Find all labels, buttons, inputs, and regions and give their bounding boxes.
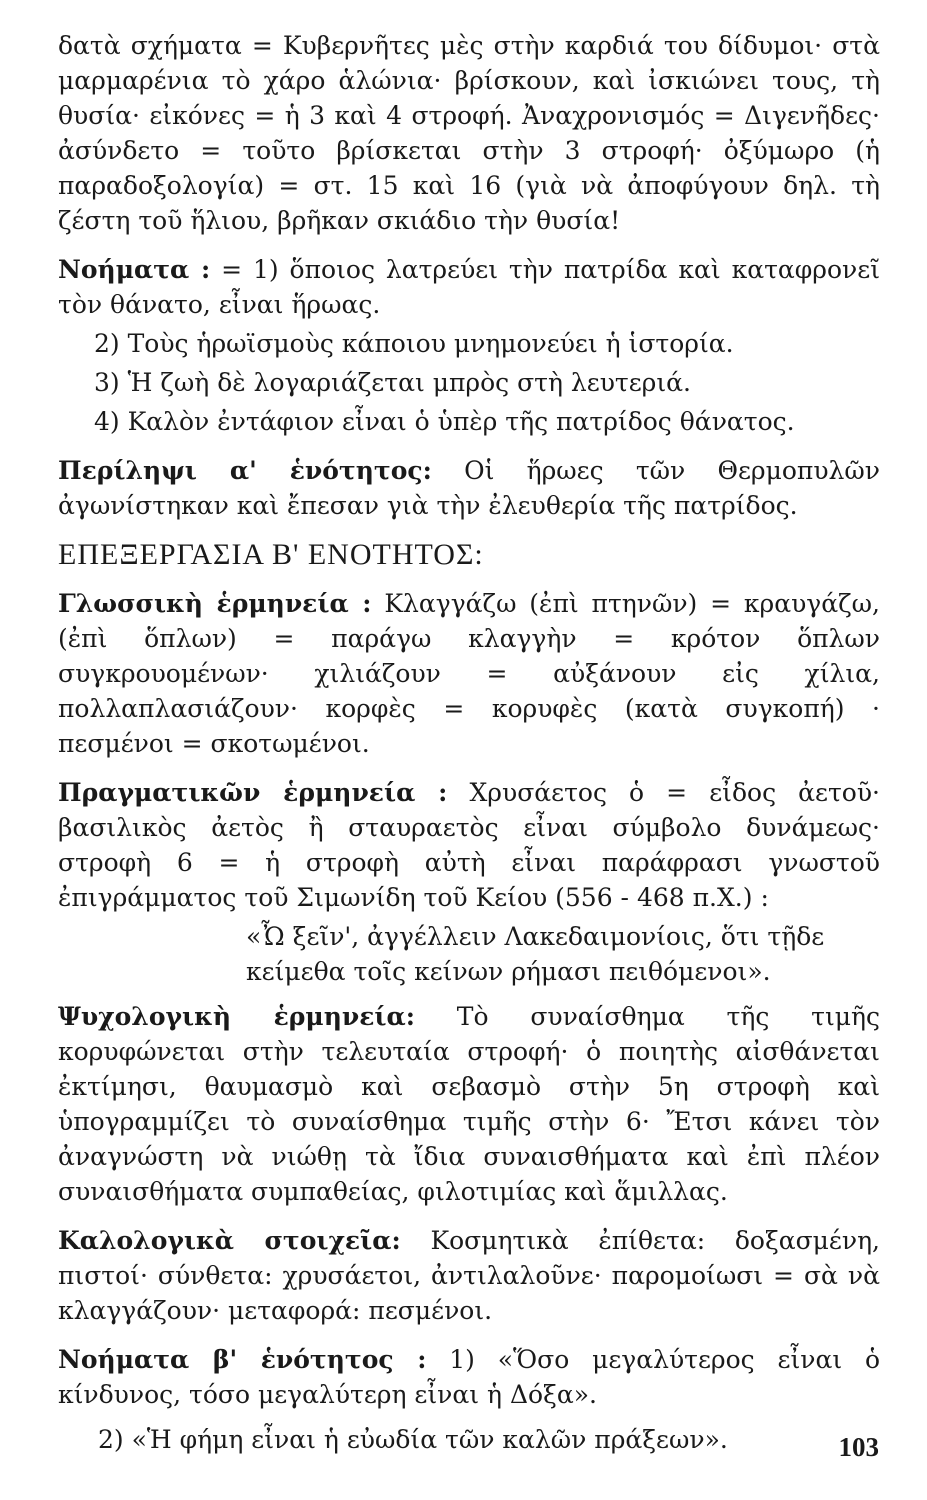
kalologika-text: Κοσμητικὰ ἐπίθετα: δοξασμένη, πιστοί· σύνθετα: χρυσάετοι, ἀντιλαλοῦνε· παρομοίωσι = σὰ νὰ κλαγγάζουν· μεταφορά: πεσμένοι. [58, 1226, 881, 1325]
noimata-a-item-3: 3) Ἡ ζωὴ δὲ λογαριάζεται μπρὸς στὴ λευτεριά. [94, 368, 691, 397]
noimata-b-section [58, 1342, 880, 1457]
noimata-a-section [58, 252, 880, 439]
noimata-a-item-4: 4) Καλὸν ἐντάφιον εἶναι ὁ ὑπὲρ τῆς πατρίδος θάνατος. [94, 407, 795, 436]
noimata-b-item-1: 1) «Ὅσο μεγαλύτερος εἶναι ὁ κίνδυνος, τόσο μεγαλύτερη εἶναι ἡ Δόξα». [58, 1345, 881, 1409]
psychologiki-label: Ψυχολογικὴ ἑρμηνεία: [58, 1002, 415, 1031]
glossiki-text: Κλαγγάζω (ἐπὶ πτηνῶν) = κραυγάζω, (ἐπὶ ὅπλων) = παράγω κλαγγὴν = κρότον ὅπλων συγκρουομένων· χιλιάζουν = αὐξάνουν εἰς χίλια, πολλαπλασιάζουν· κορφὲς = κορυφὲς (κατὰ συγκοπή) · πεσμένοι = σκοτωμένοι. [58, 589, 880, 758]
glossiki-paragraph [58, 586, 880, 761]
perilipsi-text: Οἱ ἥρωες τῶν Θερμοπυλῶν ἀγωνίστηκαν καὶ ἔπεσαν γιὰ τὴν ἐλευθερία τῆς πατρίδος. [58, 456, 880, 520]
noimata-a-first-line [58, 252, 880, 322]
noimata-b-first [58, 1342, 880, 1412]
perilipsi-label: Περίληψι α' ἑνότητος: [58, 456, 432, 485]
kalologika-paragraph [58, 1223, 880, 1328]
pragmatikon-label: Πραγματικῶν ἑρμηνεία : [58, 778, 448, 807]
noimata-a-item-2: 2) Τοὺς ἡρωϊσμοὺς κάποιου μνημονεύει ἡ ἱστορία. [94, 329, 734, 358]
glossiki-label: Γλωσσικὴ ἑρμηνεία : [58, 589, 372, 618]
kalologika-label: Καλολογικὰ στοιχεῖα: [58, 1226, 401, 1255]
noimata-b-label: Νοήματα β' ἑνότητος : [58, 1345, 427, 1374]
document-page [58, 28, 880, 1471]
noimata-a-item-1: = 1) ὅποιος λατρεύει τὴν πατρίδα καὶ καταφρονεῖ τὸν θάνατο, εἶναι ἥρωας. [58, 255, 880, 319]
epigram-quote [58, 919, 880, 989]
psychologiki-text: Τὸ συναίσθημα τῆς τιμῆς κορυφώνεται στὴν τελευταία στροφή· ὁ ποιητὴς αἰσθάνεται ἐκτίμησι, θαυμασμὸ καὶ σεβασμὸ στὴν 5η στροφὴ καὶ ὑπογραμμίζει τὸ συναίσθημα τιμῆς στὴν 6· Ἔτσι κάνει τὸν ἀναγνώστη νὰ νιώθῃ τὰ ἴδια συναισθήματα καὶ ἐπὶ πλέον συναισθήματα συμπαθείας, φιλοτιμίας καὶ ἅμιλλας. [58, 1002, 880, 1206]
intro-paragraph: δατὰ σχήματα = Κυβερνῆτες μὲς στὴν καρδιά του δίδυμοι· στὰ μαρμαρένια τὸ χάρο ἁλώνια· βρίσκουν, καὶ ἰσκιώνει τους, τὴ θυσία· εἰκόνες = ἡ 3 καὶ 4 στροφή. Ἀναχρονισμός = Διγενῆδες· ἀσύνδετο = τοῦτο βρίσκεται στὴν 3 στροφή· ὀξύμωρο (ἡ παραδοξολογία) = στ. 15 καὶ 16 (γιὰ νὰ ἀποφύγουν δηλ. τὴ ζέστη τοῦ ἥλιου, βρῆκαν σκιάδιο τὴν θυσία! [58, 31, 880, 235]
perilipsi-paragraph [58, 453, 880, 523]
noimata-a-label: Νοήματα : [58, 255, 211, 284]
pragmatikon-paragraph [58, 775, 880, 915]
psychologiki-paragraph [58, 999, 880, 1209]
page-number: 103 [838, 1432, 879, 1462]
pragmatikon-text: Χρυσάετος ὁ = εἶδος ἀετοῦ· βασιλικὸς ἀετὸς ἢ σταυραετὸς εἶναι σύμβολο δυνάμεως· στροφὴ 6 = ἡ στροφὴ αὐτὴ εἶναι παράφρασι γνωστοῦ ἐπιγράμματος τοῦ Σιμωνίδη τοῦ Κείου (556 - 468 π.Χ.) : [58, 778, 881, 912]
noimata-b-item-2: 2) «Ἡ φήμη εἶναι ἡ εὐωδία τῶν καλῶν πράξεων». [98, 1425, 728, 1454]
section-heading: ΕΠΕΞΕΡΓΑΣΙΑ Β' ΕΝΟΤΗΤΟΣ: [58, 538, 484, 571]
epigram-line-1: «Ὦ ξεῖν', ἀγγέλλειν Λακεδαιμονίοις, ὅτι τῇδε [246, 922, 825, 951]
epigram-line-2: κείμεθα τοῖς κείνων ρήμασι πειθόμενοι». [246, 957, 771, 986]
